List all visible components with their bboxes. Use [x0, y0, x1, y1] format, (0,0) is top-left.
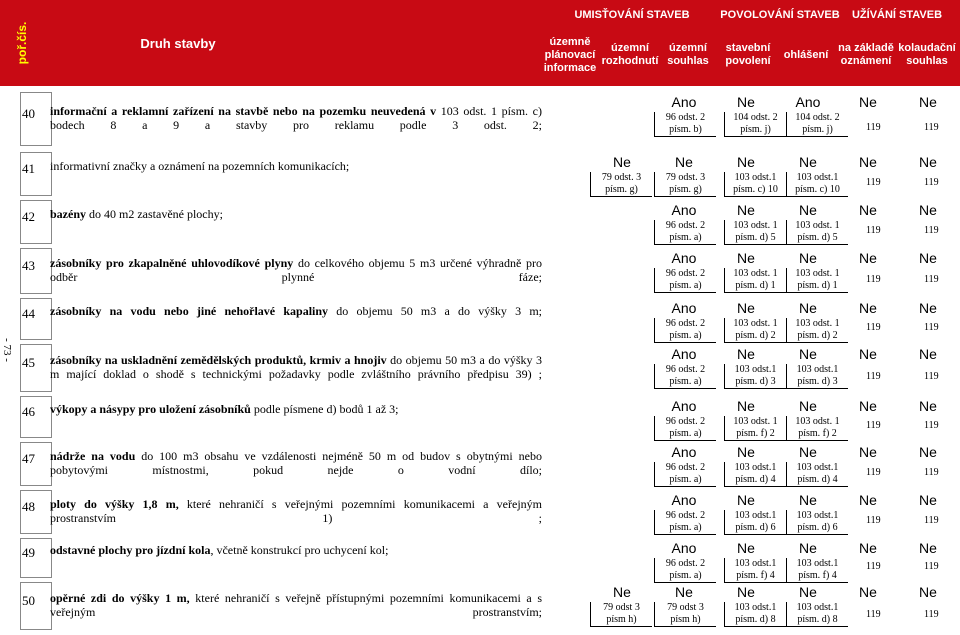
paragraph-reference: 119 [924, 274, 939, 285]
table-row [0, 582, 960, 632]
answer-cell: Ne [919, 202, 937, 218]
row-number: 50 [22, 593, 35, 608]
row-number: 44 [22, 306, 35, 321]
row-number: 43 [22, 258, 35, 273]
answer-cell: Ne [919, 250, 937, 266]
answer-cell: Ne [799, 250, 817, 266]
paragraph-reference: 119 [924, 177, 939, 188]
paragraph-reference: 119 [866, 609, 881, 620]
paragraph-reference: 119 [866, 515, 881, 526]
law-reference: 79 odst. 3 písm. g) [654, 172, 716, 197]
answer-cell: Ne [675, 154, 693, 170]
law-reference: 96 odst. 2 písm. a) [654, 558, 716, 583]
paragraph-reference: 119 [866, 225, 881, 236]
table-row [0, 92, 960, 148]
answer-cell: Ne [799, 154, 817, 170]
law-reference: 79 odst 3 písm h) [654, 602, 716, 627]
law-reference: 96 odst. 2 písm. a) [654, 364, 716, 389]
paragraph-reference: 119 [866, 122, 881, 133]
law-reference: 103 odst.1 písm. d) 8 [786, 602, 848, 627]
answer-cell: Ne [737, 540, 755, 556]
answer-cell: Ne [859, 94, 877, 110]
answer-cell: Ne [859, 300, 877, 316]
row-number: 48 [22, 499, 35, 514]
column-header-uzemni-souhlas: územní souhlas [667, 42, 709, 67]
law-reference: 96 odst. 2 písm. b) [654, 112, 716, 137]
law-reference: 103 odst. 1 písm. d) 5 [786, 220, 848, 245]
answer-cell: Ne [919, 540, 937, 556]
column-header-uzemne-planovaci-informace: územně plánovací informace [543, 35, 597, 74]
page-number: - 73 - [1, 338, 13, 362]
answer-cell: Ne [799, 584, 817, 600]
answer-cell: Ne [737, 444, 755, 460]
answer-cell: Ne [859, 492, 877, 508]
law-reference: 103 odst.1 písm. c) 10 [724, 172, 786, 197]
answer-cell: Ano [671, 250, 697, 266]
law-reference: 103 odst.1 písm. f) 4 [786, 558, 848, 583]
paragraph-reference: 119 [924, 322, 939, 333]
law-reference: 96 odst. 2 písm. a) [654, 416, 716, 441]
law-reference: 96 odst. 2 písm. a) [654, 510, 716, 535]
group-header-umistovani: UMISŤOVÁNÍ STAVEB [574, 9, 690, 21]
law-reference: 103 odst.1 písm. d) 6 [724, 510, 786, 535]
table-row [0, 442, 960, 488]
law-reference: 103 odst. 1 písm. d) 2 [724, 318, 786, 343]
answer-cell: Ne [859, 154, 877, 170]
answer-cell: Ne [859, 398, 877, 414]
row-description: odstavné plochy pro jízdní kola, včetně konstrukcí pro uchycení kol; [50, 543, 389, 557]
answer-cell: Ne [799, 540, 817, 556]
answer-cell: Ne [919, 300, 937, 316]
answer-cell: Ne [737, 250, 755, 266]
answer-cell: Ne [737, 584, 755, 600]
answer-cell: Ne [859, 584, 877, 600]
law-reference: 103 odst. 1 písm. f) 2 [724, 416, 786, 441]
answer-cell: Ano [795, 94, 821, 110]
column-header-na-zaklade-oznameni: na základě oznámení [838, 42, 894, 67]
law-reference: 96 odst. 2 písm. a) [654, 318, 716, 343]
law-reference: 103 odst. 1 písm. f) 2 [786, 416, 848, 441]
answer-cell: Ne [919, 444, 937, 460]
answer-cell: Ano [671, 540, 697, 556]
answer-cell: Ne [737, 154, 755, 170]
answer-cell: Ne [737, 202, 755, 218]
law-reference: 96 odst. 2 písm. a) [654, 462, 716, 487]
law-reference: 103 odst.1 písm. d) 6 [786, 510, 848, 535]
row-number: 47 [22, 451, 35, 466]
answer-cell: Ano [671, 300, 697, 316]
answer-cell: Ano [671, 444, 697, 460]
row-number: 42 [22, 209, 35, 224]
paragraph-reference: 119 [924, 122, 939, 133]
paragraph-reference: 119 [866, 420, 881, 431]
row-description: informativní značky a oznámení na pozemních komunikacích; [50, 159, 350, 173]
paragraph-reference: 119 [866, 371, 881, 382]
answer-cell: Ne [799, 492, 817, 508]
row-description: zásobníky pro zkapalněné uhlovodíkové plyny do celkového objemu 5 m3 určené výhradně pro odběr plynné fáze; [50, 256, 543, 284]
table-row [0, 200, 960, 246]
answer-cell: Ne [799, 444, 817, 460]
paragraph-reference: 119 [866, 467, 881, 478]
answer-cell: Ne [799, 202, 817, 218]
row-number: 49 [22, 545, 35, 560]
law-reference: 103 odst.1 písm. d) 4 [786, 462, 848, 487]
law-reference: 103 odst.1 písm. d) 8 [724, 602, 786, 627]
answer-cell: Ano [671, 94, 697, 110]
answer-cell: Ne [737, 94, 755, 110]
table-row [0, 538, 960, 580]
answer-cell: Ne [799, 300, 817, 316]
table-row [0, 490, 960, 536]
answer-cell: Ne [919, 584, 937, 600]
row-number: 46 [22, 404, 35, 419]
paragraph-reference: 119 [924, 609, 939, 620]
row-number: 40 [22, 106, 35, 121]
answer-cell: Ano [671, 202, 697, 218]
answer-cell: Ne [613, 584, 631, 600]
group-header-uzivani: UŽÍVÁNÍ STAVEB [851, 9, 943, 21]
paragraph-reference: 119 [866, 274, 881, 285]
answer-cell: Ne [859, 202, 877, 218]
answer-cell: Ne [859, 346, 877, 362]
law-reference: 79 odst. 3 písm. g) [590, 172, 652, 197]
paragraph-reference: 119 [924, 467, 939, 478]
answer-cell: Ano [671, 492, 697, 508]
paragraph-reference: 119 [866, 322, 881, 333]
table-row [0, 344, 960, 394]
law-reference: 96 odst. 2 písm. a) [654, 220, 716, 245]
answer-cell: Ne [799, 346, 817, 362]
law-reference: 96 odst. 2 písm. a) [654, 268, 716, 293]
column-header-kolaudacni-souhlas: kolaudační souhlas [898, 42, 956, 67]
answer-cell: Ano [671, 346, 697, 362]
law-reference: 104 odst. 2 písm. j) [786, 112, 848, 137]
answer-cell: Ne [737, 492, 755, 508]
column-header-druh-stavby: Druh stavby [140, 35, 216, 51]
law-reference: 103 odst. 1 písm. d) 5 [724, 220, 786, 245]
law-reference: 103 odst. 1 písm. d) 1 [724, 268, 786, 293]
answer-cell: Ne [919, 398, 937, 414]
row-description: opěrné zdi do výšky 1 m, které nehraničí s veřejně přístupnými pozemními komunikacemi a s veřejným prostranstvím; [50, 591, 542, 619]
row-description: zásobníky na vodu nebo jiné nehořlavé kapaliny do objemu 50 m3 a do výšky 3 m; [50, 304, 542, 318]
law-reference: 103 odst.1 písm. d) 3 [786, 364, 848, 389]
row-number: 41 [22, 161, 35, 176]
row-description: zásobníky na uskladnění zemědělských produktů, krmiv a hnojiv do objemu 50 m3 a do výšky 3 m mající doklad o shodě s technickými požadavky podle zvláštního právního předpisu 39) ; [50, 353, 542, 381]
row-number: 45 [22, 355, 35, 370]
law-reference: 103 odst.1 písm. d) 4 [724, 462, 786, 487]
column-header-por-cis: poř.čís. [15, 21, 29, 65]
paragraph-reference: 119 [924, 561, 939, 572]
group-header-povolovani: POVOLOVÁNÍ STAVEB [720, 9, 840, 21]
paragraph-reference: 119 [866, 561, 881, 572]
answer-cell: Ne [919, 154, 937, 170]
answer-cell: Ne [737, 346, 755, 362]
law-reference: 103 odst.1 písm. c) 10 [786, 172, 848, 197]
table-row [0, 248, 960, 296]
paragraph-reference: 119 [924, 225, 939, 236]
answer-cell: Ne [737, 300, 755, 316]
law-reference: 79 odst 3 písm h) [590, 602, 652, 627]
table-header [0, 0, 960, 86]
column-header-uzemni-rozhodnuti: územní rozhodnutí [601, 42, 659, 67]
column-header-stavebni-povoleni: stavební povolení [725, 42, 771, 67]
law-reference: 103 odst.1 písm. f) 4 [724, 558, 786, 583]
paragraph-reference: 119 [924, 371, 939, 382]
answer-cell: Ano [671, 398, 697, 414]
law-reference: 104 odst. 2 písm. j) [724, 112, 786, 137]
paragraph-reference: 119 [924, 515, 939, 526]
table-row [0, 396, 960, 440]
answer-cell: Ne [675, 584, 693, 600]
answer-cell: Ne [859, 444, 877, 460]
table-row [0, 152, 960, 198]
answer-cell: Ne [859, 250, 877, 266]
law-reference: 103 odst.1 písm. d) 3 [724, 364, 786, 389]
row-description: výkopy a násypy pro uložení zásobníků podle písmene d) bodů 1 až 3; [50, 402, 399, 416]
row-description: ploty do výšky 1,8 m, které nehraničí s veřejnými pozemními komunikacemi a veřejným prostranstvím 1) ; [50, 497, 542, 525]
column-header-ohlaseni: ohlášení [783, 48, 829, 61]
row-description: nádrže na vodu do 100 m3 obsahu ve vzdálenosti nejméně 50 m od budov s obytnými nebo pobytovými místnostmi, pokud nejde o vodní dílo; [50, 449, 542, 477]
answer-cell: Ne [737, 398, 755, 414]
answer-cell: Ne [919, 94, 937, 110]
row-description: informační a reklamní zařízení na stavbě nebo na pozemku neuvedená v 103 odst. 1 písm. c) bodech 8 a 9 a stavby pro reklamu podle 3 odst. 2; [50, 104, 542, 132]
answer-cell: Ne [613, 154, 631, 170]
law-reference: 103 odst. 1 písm. d) 1 [786, 268, 848, 293]
paragraph-reference: 119 [866, 177, 881, 188]
table-row [0, 298, 960, 342]
row-description: bazény do 40 m2 zastavěné plochy; [50, 207, 223, 221]
law-reference: 103 odst. 1 písm. d) 2 [786, 318, 848, 343]
answer-cell: Ne [919, 346, 937, 362]
paragraph-reference: 119 [924, 420, 939, 431]
answer-cell: Ne [859, 540, 877, 556]
answer-cell: Ne [799, 398, 817, 414]
answer-cell: Ne [919, 492, 937, 508]
